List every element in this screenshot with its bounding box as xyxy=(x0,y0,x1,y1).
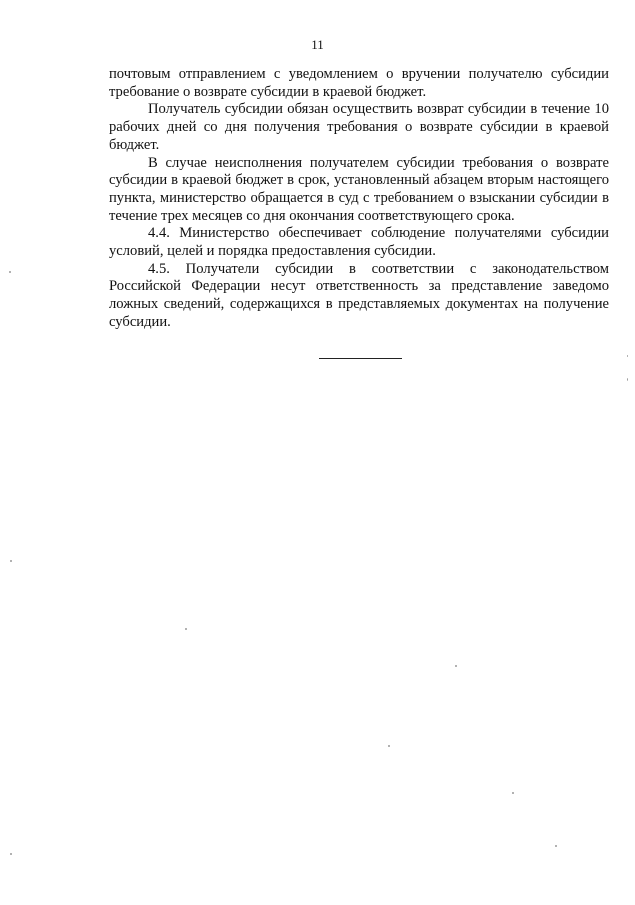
scan-speck xyxy=(10,560,12,562)
scan-speck xyxy=(555,845,557,847)
scan-speck xyxy=(185,628,187,630)
scan-speck xyxy=(10,853,12,855)
paragraph-4-4: 4.4. Министерство обеспечивает соблюдение получателями субсидии условий, целей и порядка предоставления субсидии. xyxy=(109,225,609,260)
paragraph-court-recovery: В случае неисполнения получателем субсидии требования о возврате субсидии в краевой бюджет в срок, установленный абзацем вторым настоящего пункта, министерство обращается в суд с требованием о взыскании субсидии в течение трех месяцев со дня окончания соответствующего срока. xyxy=(109,154,609,224)
scan-speck xyxy=(388,745,390,747)
scan-speck xyxy=(512,792,514,794)
scan-speck xyxy=(9,271,11,273)
paragraph-continuation: почтовым отправлением с уведомлением о вручении получателю субсидии требование о возврате субсидии в краевой бюджет. xyxy=(109,66,609,100)
end-divider-line xyxy=(319,358,402,359)
scan-speck xyxy=(627,378,628,381)
scan-speck xyxy=(627,355,628,357)
scan-speck xyxy=(455,665,457,667)
paragraph-4-5: 4.5. Получатели субсидии в соответствии с законодательством Российской Федерации несут ответственность за представление заведомо ложных сведений, содержащихся в представляемых документах на получение субсидии. xyxy=(109,260,609,330)
document-body xyxy=(109,66,609,332)
page-number: 11 xyxy=(311,37,324,52)
paragraph-refund-obligation: Получатель субсидии обязан осуществить возврат субсидии в течение 10 рабочих дней со дня получения требования о возврате субсидии в краевой бюджет. xyxy=(109,101,609,153)
